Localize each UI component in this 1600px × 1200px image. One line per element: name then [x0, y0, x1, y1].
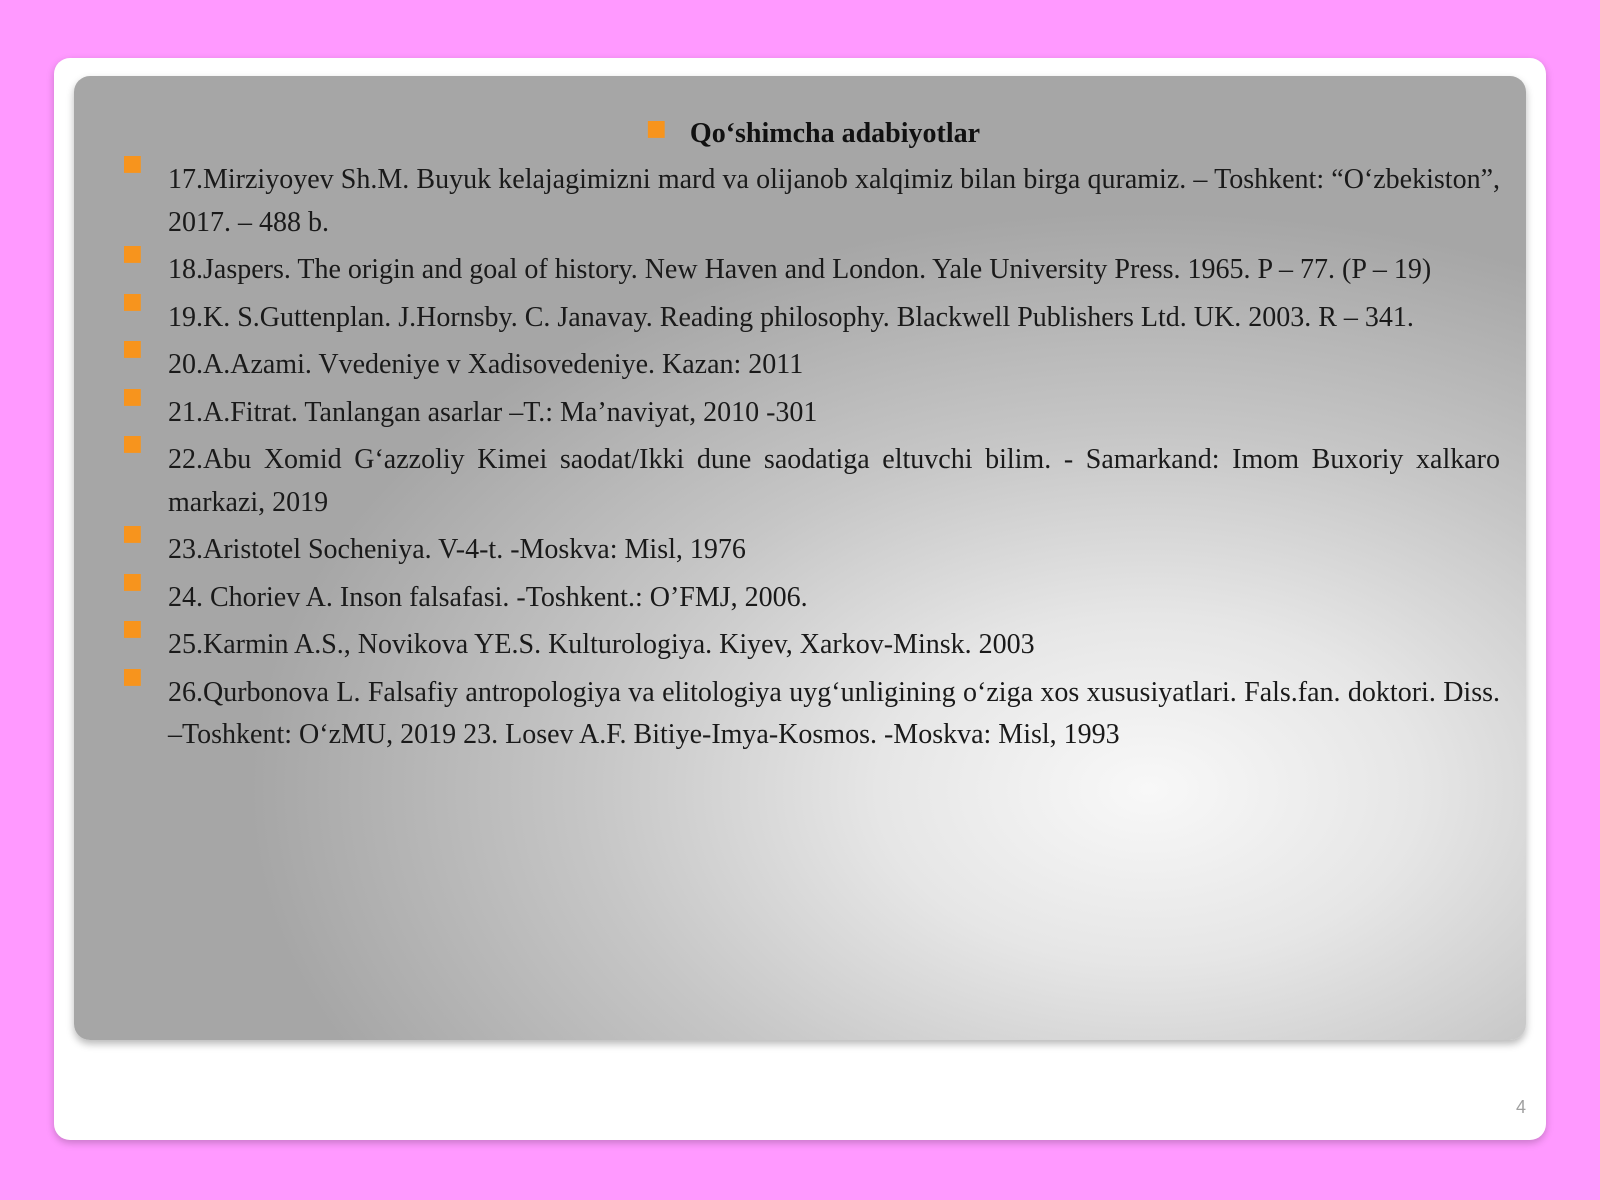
content-panel	[74, 76, 1526, 1040]
reference-item	[122, 616, 1500, 667]
slide-card	[54, 58, 1546, 1140]
reference-text: 21.A.Fitrat. Tanlangan asarlar –T.: Ma’naviyat, 2010 -301	[168, 396, 818, 428]
reference-item	[122, 383, 1500, 435]
reference-item	[122, 521, 1500, 572]
bullet-icon: ■	[122, 431, 143, 456]
reference-item	[122, 663, 1500, 757]
bullet-icon: ■	[122, 383, 143, 409]
reference-item	[122, 336, 1500, 387]
reference-item	[122, 151, 1500, 244]
bullet-icon: ■	[122, 336, 143, 361]
page-number: 4	[1515, 1097, 1526, 1117]
bullet-icon: ■	[122, 288, 143, 314]
reference-item	[122, 568, 1500, 620]
heading-wrap	[646, 114, 980, 154]
reference-item	[122, 288, 1500, 340]
bullet-icon: ■	[122, 151, 143, 176]
bullet-icon: ■	[122, 616, 143, 641]
reference-text: 18.Jaspers. The origin and goal of history. New Haven and London. Yale University Press. 1965. P – 77. (P – 19)	[168, 254, 1432, 285]
reference-item	[122, 241, 1500, 292]
reference-text: 25.Karmin A.S., Novikova YE.S. Kulturologiya. Kiyev, Xarkov-Minsk. 2003	[168, 629, 1035, 660]
reference-text: 23.Aristotel Socheniya. V-4-t. -Moskva: Misl, 1976	[168, 534, 746, 565]
bullet-icon: ■	[122, 663, 143, 689]
reference-text: 24. Choriev A. Inson falsafasi. -Toshkent.: O’FMJ, 2006.	[168, 581, 808, 613]
reference-item	[122, 431, 1500, 524]
reference-text: 26.Qurbonova L. Falsafiy antropologiya va elitologiya uyg‘unligining o‘ziga xos xususiyatlari. Fals.fan. doktori. Diss. –Toshkent: O‘zMU, 2019 23. Losev A.F. Bitiye-Imya-Kosmos. -Moskva: Misl, 1993	[168, 676, 1500, 750]
bullet-icon: ■	[122, 568, 143, 594]
reference-text: 17.Mirziyoyev Sh.M. Buyuk kelajagimizni mard va olijanob xalqimiz bilan birga quramiz. – Toshkent: “O‘zbekiston”, 2017. – 488 b.	[168, 164, 1500, 238]
bullet-icon: ■	[122, 241, 143, 266]
reference-text: 20.A.Azami. Vvedeniye v Xadisovedeniye. Kazan: 2011	[168, 349, 804, 380]
reference-list	[122, 151, 1500, 762]
slide-heading: Qo‘shimcha adabiyotlar	[689, 118, 981, 149]
bullet-icon: ■	[122, 521, 143, 546]
heading-row	[74, 114, 1526, 154]
reference-text: 19.K. S.Guttenplan. J.Hornsby. C. Janavay. Reading philosophy. Blackwell Publishers Ltd. UK. 2003. R – 341.	[168, 301, 1414, 333]
bullet-icon: ■	[645, 116, 667, 141]
reference-text: 22.Abu Xomid G‘azzoliy Kimei saodat/Ikki dune saodatiga eltuvchi bilim. - Samarkand: Imom Buxoriy xalkaro markazi, 2019	[168, 444, 1500, 518]
